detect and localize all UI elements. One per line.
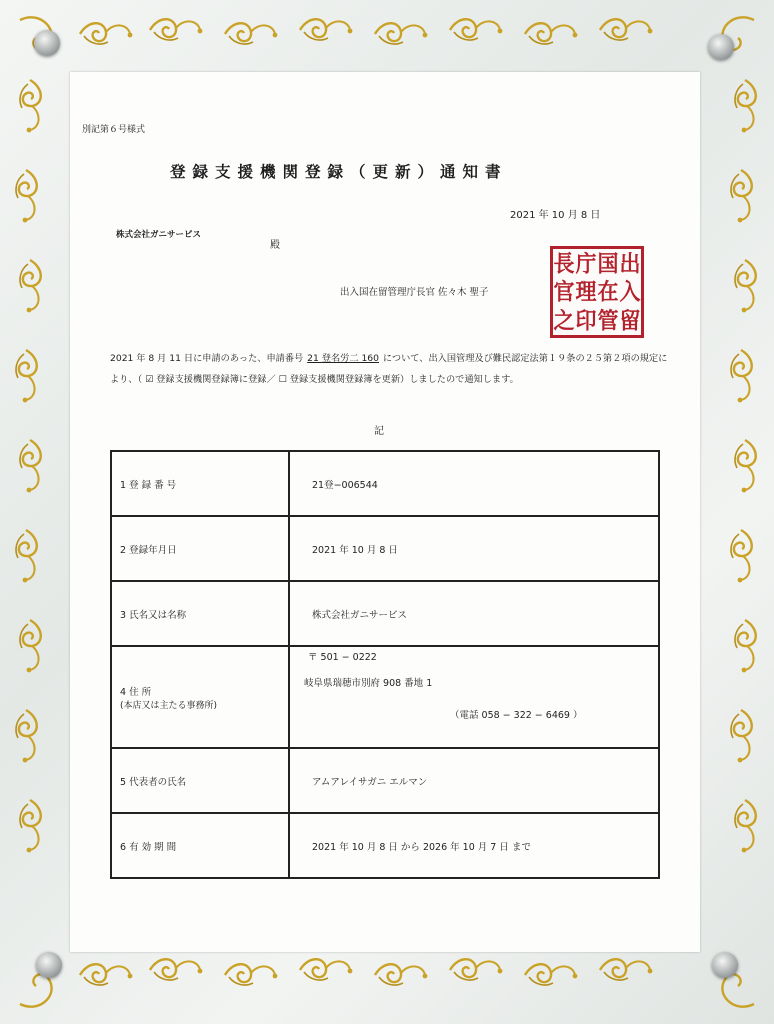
phone-number: （電話 058 − 322 − 6469 ） bbox=[450, 710, 583, 721]
row-label: 1 登 録 番 号 bbox=[111, 451, 289, 516]
screw-bottom-right bbox=[712, 952, 738, 978]
entity-name: 株式会社ガニサービス bbox=[289, 581, 659, 646]
table-row bbox=[111, 813, 659, 878]
row-label: 2 登録年月日 bbox=[111, 516, 289, 581]
certificate-paper bbox=[70, 72, 700, 952]
checked-box-icon: ☑ bbox=[145, 374, 154, 385]
address-cell bbox=[289, 646, 659, 748]
top-border-ornament bbox=[80, 19, 652, 44]
left-border-ornament bbox=[16, 80, 41, 852]
right-border-ornament bbox=[731, 80, 756, 852]
ki-heading: 記 bbox=[374, 426, 384, 437]
form-number: 別記第６号様式 bbox=[82, 125, 146, 135]
official-seal: 長 庁 国 出 官 理 在 入 之 印 管 留 bbox=[550, 246, 644, 338]
row-label bbox=[111, 646, 289, 748]
application-number: 21 登名労二 160 bbox=[307, 353, 379, 364]
body-option-register: 登録支援機関登録簿に登録／ bbox=[156, 374, 276, 385]
registration-date: 2021 年 10 月 8 日 bbox=[289, 516, 659, 581]
table-row bbox=[111, 581, 659, 646]
document-title: 登録支援機関登録（更新）通知書 bbox=[170, 163, 508, 181]
row-label: 3 氏名又は名称 bbox=[111, 581, 289, 646]
postal-code: 〒 501 − 0222 bbox=[308, 652, 377, 663]
table-row bbox=[111, 516, 659, 581]
screw-top-left bbox=[34, 30, 60, 56]
screw-bottom-left bbox=[36, 952, 62, 978]
registration-table bbox=[110, 450, 660, 879]
notice-body bbox=[110, 348, 670, 390]
table-row bbox=[111, 748, 659, 813]
body-intro: 2021 年 8 月 11 日に申請のあった、申請番号 bbox=[110, 353, 304, 364]
body-law-reference: について、出入国管理及び難民認定法第１９条の２５第２項の規定により、（ bbox=[110, 353, 668, 385]
unchecked-box-icon: ☐ bbox=[278, 374, 287, 385]
addressee-suffix: 殿 bbox=[270, 240, 280, 251]
row-label: 6 有 効 期 間 bbox=[111, 813, 289, 878]
issue-date: 2021 年 10 月 8 日 bbox=[510, 210, 601, 221]
address-label: 4 住 所 bbox=[120, 686, 152, 698]
body-option-renew: 登録支援機関登録簿を更新）しましたので通知します。 bbox=[289, 374, 519, 385]
table-row bbox=[111, 646, 659, 748]
bottom-border-ornament bbox=[80, 959, 652, 985]
issuer-name: 出入国在留管理庁長官 佐々木 聖子 bbox=[340, 287, 489, 298]
registration-number: 21登−006544 bbox=[289, 451, 659, 516]
row-label: 5 代表者の氏名 bbox=[111, 748, 289, 813]
representative-name: アムアレイサガニ エルマン bbox=[289, 748, 659, 813]
table-row bbox=[111, 451, 659, 516]
screw-top-right bbox=[708, 34, 734, 60]
validity-period: 2021 年 10 月 8 日 から 2026 年 10 月 7 日 まで bbox=[289, 813, 659, 878]
address-sublabel: (本店又は主たる事務所) bbox=[120, 700, 218, 711]
address-line: 岐阜県瑞穂市別府 908 番地 1 bbox=[304, 678, 433, 689]
addressee-name: 株式会社ガニサービス bbox=[116, 230, 202, 240]
